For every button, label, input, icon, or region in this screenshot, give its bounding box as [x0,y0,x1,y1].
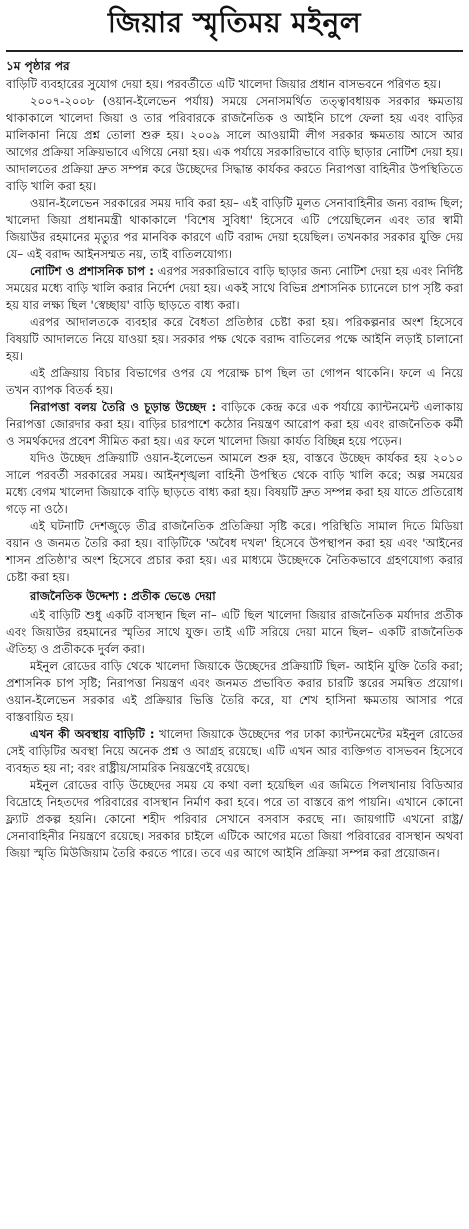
article-paragraph [6,365,463,399]
paragraph-text: এরপর সরকারিভাবে বাড়ি ছাড়ার জন্য নোটিশ দেয়া হয় এবং নির্দিষ্ট সময়ের মধ্যে বাড়ি খালি করার নির্দেশ দেয়া হয়। একই সাথে বিভিন্ন প্রশাসনিক চ্যানেলে চাপ সৃষ্টি করা হয় যার লক্ষ্য ছিল 'স্বেচ্ছায়' বাড়ি ছাড়তে বাধ্য করা। [6,264,464,312]
article-paragraph [6,76,463,93]
article-body [6,76,463,862]
article-paragraph [6,726,463,777]
article-paragraph [6,399,463,450]
paragraph-text: এই প্রক্রিয়ায় বিচার বিভাগের ওপর যে পরোক্ষ চাপ ছিল তা গোপন থাকেনি। ফলে এ নিয়ে তখন ব্যাপক বিতর্ক হয়। [6,366,463,397]
paragraph-text: ২০০৭-২০০৮ (ওয়ান-ইলেভেন পর্যায়) সময়ে সেনাসমর্থিত তত্ত্বাবধায়ক সরকার ক্ষমতায় থাকাকালে খালেদা জিয়া ও তার পরিবারকে রাজনৈতিক ও আইনি চাপে ফেলা হয় এবং বাড়ির মালিকানা নিয়ে প্রশ্ন তোলা শুরু হয়। ২০০৯ সালে আওয়ামী লীগ সরকার ক্ষমতায় আসে আর আগের প্রক্রিয়া সক্রিয়ভাবে এগিয়ে নেয়া হয়। এক পর্যায়ে সরকারিভাবে বাড়ি ছাড়ার নোটিশ দেয়া হয়। আদালতের প্রক্রিয়া দ্রুত সম্পন্ন করে উচ্ছেদের সিদ্ধান্ত কার্যকর করতে নিরাপত্তা বাহিনীর উপস্থিতিতে বাড়ি খালি করা হয়। [6,94,463,193]
section-subheading: রাজনৈতিক উদ্দেশ্য : প্রতীক ভেঙে দেয়া [30,589,216,603]
article-paragraph [6,314,463,365]
paragraph-text: মইনুল রোডের বাড়ি থেকে খালেদা জিয়াকে উচ্ছেদের প্রক্রিয়াটি ছিল- আইনি যুক্তি তৈরি করা; প্রশাসনিক চাপ সৃষ্টি; নিরাপত্তা নিয়ন্ত্রণ এবং জনমত প্রভাবিত করার চারটি স্তরের সমন্বিত প্রয়োগ। ওয়ান-ইলেভেন সরকার এই প্রক্রিয়ার ভিত্তি তৈরি করে, যা শেখ হাসিনা ক্ষমতায় আসার পরে বাস্তবায়িত হয়। [6,659,463,724]
headline-divider [6,50,463,52]
paragraph-text: যদিও উচ্ছেদ প্রক্রিয়াটি ওয়ান-ইলেভেন আমলে শুরু হয়, বাস্তবে উচ্ছেদ কার্যকর হয় ২০১০ সালে পরবর্তী সরকারের সময়। আইনশৃঙ্খলা বাহিনী উপস্থিত থেকে বাড়ি খালি করে; অল্প সময়ের মধ্যে বেগম খালেদা জিয়াকে বাড়ি ছাড়তে বাধ্য করা হয়। বিষয়টি দ্রুত সম্পন্ন করা হয় যাতে প্রতিরোধ গড়ে না ওঠে। [6,451,463,516]
paragraph-text: খালেদা জিয়াকে উচ্ছেদের পর ঢাকা ক্যান্টনমেন্টের মইনুল রোডের সেই বাড়িটির অবস্থা নিয়ে অনেক প্রশ্ন ও আগ্রহ রয়েছে। এটি এখন আর ব্যক্তিগত বাসভবন হিসেবে ব্যবহৃত হয় না; বরং রাষ্ট্রীয়/সামরিক নিয়ন্ত্রণেই রয়েছে। [6,727,464,775]
paragraph-lead-heading: নিরাপত্তা বলয় তৈরি ও চূড়ান্ত উচ্ছেদ : [30,400,217,414]
article-paragraph [6,195,463,263]
paragraph-lead-heading: এখন কী অবস্থায় বাড়িটি : [30,727,155,741]
continued-from-label: ১ম পৃষ্ঠার পর [6,59,70,73]
headline: জিয়ার স্মৃতিময় মইনুল [107,6,362,39]
article-paragraph [6,518,463,586]
paragraph-text: এই বাড়িটি শুধু একটি বাসস্থান ছিল না– এটি ছিল খালেদা জিয়ার রাজনৈতিক মর্যাদার প্রতীক এবং জিয়াউর রহমানের স্মৃতির সাথে যুক্ত। তাই এটি সরিয়ে দেয়া মানে ছিল– একটি রাজনৈতিক ঐতিহ্য ও প্রতীককে দুর্বল করা। [6,608,463,656]
paragraph-text: এই ঘটনাটি দেশজুড়ে তীব্র রাজনৈতিক প্রতিক্রিয়া সৃষ্টি করে। পরিস্থিতি সামাল দিতে মিডিয়া বয়ান ও জনমত তৈরি করা হয়। বাড়িটিকে 'অবৈধ দখল' হিসেবে উপস্থাপন করা হয় এবং 'আইনের শাসন প্রতিষ্ঠা'র অংশ হিসেবে প্রচার করা হয়। এর মাধ্যমে উচ্ছেদকে নৈতিকভাবে গ্রহণযোগ্য করার চেষ্টা করা হয়। [6,519,463,584]
article-paragraph [6,263,463,314]
paragraph-text: বাড়িটি ব্যবহারের সুযোগ দেয়া হয়। পরবর্তীতে এটি খালেদা জিয়ার প্রধান বাসভবনে পরিণত হয়। [6,77,441,91]
paragraph-text: মইনুল রোডের বাড়ি উচ্ছেদের সময় যে কথা বলা হয়েছিল এর জমিতে পিলখানায় বিডিআর বিদ্রোহে নিহতদের পরিবারের বাসস্থান নির্মাণ করা হবে। পরে তা বাস্তবে রূপ পায়নি। এখানে কোনো ফ্ল্যাট প্রকল্প হয়নি। কোনো শহীদ পরিবার সেখানে বসবাস করছে না। জায়গাটি এখনো রাষ্ট্র/সেনাবাহিনীর নিয়ন্ত্রণে রয়েছে। সরকার চাইলে এটিকে আগের মতো জিয়া পরিবারের বাসস্থান অথবা জিয়া স্মৃতি মিউজিয়াম তৈরি করতে পারে। তবে এর আগে আইনি প্রক্রিয়া সম্পন্ন করা প্রয়োজন। [6,778,463,860]
paragraph-text: ওয়ান-ইলেভেন সরকারের সময় দাবি করা হয়– এই বাড়িটি মূলত সেনাবাহিনীর জন্য বরাদ্দ ছিল; খালেদা জিয়া প্রধানমন্ত্রী থাকাকালে 'বিশেষ সুবিধা' হিসেবে এটি পেয়েছিলেন এবং তার স্বামী জিয়াউর রহমানের মৃত্যুর পর মানবিক কারণে এটি বরাদ্দ দেয়া হয়েছিল। তখনকার সরকার যুক্তি দেয় যে– এই বরাদ্দ আইনসম্মত নয়, তাই বাতিলযোগ্য। [6,196,463,261]
paragraph-text: বাড়িকে কেন্দ্র করে এক পর্যায়ে ক্যান্টনমেন্ট এলাকায় নিরাপত্তা জোরদার করা হয়। বাড়ির চারপাশে কঠোর নিয়ন্ত্রণ আরোপ করা হয় এবং রাজনৈতিক কর্মী ও সমর্থকদের প্রবেশ সীমিত করা হয়। এর ফলে খালেদা জিয়া কার্যত বিচ্ছিন্ন হয়ে পড়েন। [6,400,463,448]
article-paragraph [6,607,463,658]
paragraph-lead-heading: নোটিশ ও প্রশাসনিক চাপ : [30,264,154,278]
article-paragraph [6,93,463,195]
paragraph-text: এরপর আদালতকে ব্যবহার করে বৈধতা প্রতিষ্ঠার চেষ্টা করা হয়। পরিকল্পনার অংশ হিসেবে বিষয়টি আদালতে নিয়ে যাওয়া হয়। সরকার পক্ষ থেকে বরাদ্দ বাতিলের পক্ষে আইনি লড়াই চালানো হয়। [6,315,463,363]
article-paragraph [6,777,463,862]
article-paragraph [6,658,463,726]
article-paragraph [6,450,463,518]
